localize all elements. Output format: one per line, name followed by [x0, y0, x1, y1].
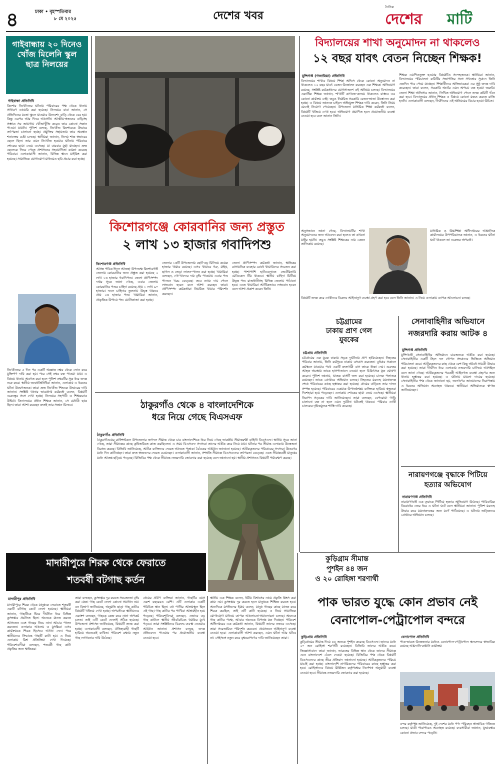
kurigram-top-rule — [300, 552, 495, 553]
chattogram-headline-line3: যুবকের — [339, 336, 359, 344]
benapole-body-2: বন্দর কর্তৃপক্ষ জানিয়েছে, দুই দেশের মধ্যে পণ্য পরিবহন স্বাভাবিক গতিতে চলছে। যাত্রী পারাপারও অব্যাহত রয়েছে। ব্যবসায়ীরা জানান, যুদ্ধাবস্থার কোনো প্রভাব বন্দরে পড়েনি। — [400, 722, 495, 735]
cattle-headline-line1: কিশোরগঞ্জে কোরবানির জন্য প্রস্তুত — [109, 219, 285, 234]
cattle-body-col1: আসন্ন পবিত্র ঈদুল আজহা উপলক্ষে কিশোরগঞ্জ জেলায় কোরবানির জন্য প্রস্তুত করা হয়েছে ২ লাখ ১৩ হাজার গবাদিপশু। জেলা প্রাণিসম্পদ দপ্তর সূত্রে জানা গেছে, এবার জেলায় কোরবানির পশুর চাহিদা রয়েছে প্রায় ১ লাখ ৯০ হাজার। ফলে চাহিদার তুলনায় উদ্বৃত্ত থাকবে প্রায় ২৩ হাজার পশু। খামারিরা জানান, প্রাকৃতিক উপায়ে পশু মোটাতাজা করা হচ্ছে। — [96, 267, 158, 302]
left-body-2: নিখোঁজের ৫ দিন পর একটি অজ্ঞাত নম্বর থেকে ফোন করে মুক্তিপণ দাবি করা হয়। পরে সেই নম্বর বন্ধ পাওয়া যায়। এ বিষয়ে থানায় অবগত করা হলে পুলিশ নম্বরটির সূত্র ধরে তদন্ত শুরু করে। স্থানীয় জনপ্রতিনিধিরা জানান, এলাকায় এ ধরনের ঘটনা উদ্বেগজনক। তারা দ্রুত নিখোঁজ শিশুকে উদ্ধারের দাবি জানান। সংশ্লিষ্ট থানার ভারপ্রাপ্ত কর্মকর্তা বলেন, বিষয়টি গুরুত্বের সঙ্গে দেখা হচ্ছে। নিলয়ের সহপাঠী ও শিক্ষকরাও উদ্বিগ্ন। বিদ্যালয়ের প্রধান শিক্ষক জানান, সে মেধাবী ছাত্র ছিল। তারা আশা করছেন দ্রুতই তার সন্ধান মিলবে। — [7, 368, 87, 408]
thakurgaon-headline-box — [96, 400, 298, 430]
army-headline-box — [401, 316, 495, 346]
section-title: দেশের খবর — [213, 9, 264, 22]
narayanganj-body: নারায়ণগঞ্জে এক বৃদ্ধাকে পিটিয়ে হত্যার অভিযোগ উঠেছে। পারিবারিক বিরোধের জের ধরে এ ঘটনা ঘটে বলে স্থানীয়রা জানান। পুলিশ মরদেহ উদ্ধার করে ময়নাতদন্তের জন্য মর্গে পাঠিয়েছে। এ ঘটনায় জড়িতদের গ্রেপ্তারে অভিযান চলছে। — [401, 500, 495, 518]
cattle-byline: কিশোরগঞ্জ প্রতিনিধি — [96, 262, 126, 266]
kurigram-headline-line2: পুশইন ৪৪ জন — [326, 565, 368, 573]
madaripur-body-col3: গ্রামের প্রবীণ ব্যক্তিরা জানান, গাছটির বয়স একশ বছরেরও বেশি। এটি এলাকার একটি পরিচিত স্থান ছিল। বহু পাখির আশ্রয়স্থল ছিল এই গাছ। গাছ কাটার পর পাখিরা আশ্রয়হীন হয়ে পড়েছে। পরিবেশবিদরা বলছেন, এভাবে বড় গাছ কাটলে স্থানীয় জীববৈচিত্র্য হুমকির মুখে পড়বে। তারা সংশ্লিষ্টদের বিরুদ্ধে ব্যবস্থা নেওয়ার আহ্বান জানান। প্রশাসন বলছে, তদন্ত প্রতিবেদন পাওয়ার পর প্রয়োজনীয় ব্যবস্থা নেওয়া হবে। — [143, 596, 205, 640]
madaripur-body-col4: স্থানীয় এক শিক্ষক বলেন, ধর্মীয় বিশ্বাসের নামে প্রকৃতি ধ্বংস করা কাম্য নয়। কুসংস্কার দূর করতে হলে মানুষকে শিক্ষিত করতে হবে। অন্যদিকে মসজিদের ইমাম বলেন, মানুষ গাছের কাছে মানত করে শিরক করছিল, তাই এটি কাটা হয়েছে। এ নিয়ে সামাজিক যোগাযোগ মাধ্যমে ব্যাপক আলোচনা-সমালোচনা চলছে। অনেকে গাছ কাটার পক্ষে, আবার অনেকে বিপক্ষে মত দিচ্ছেন। পরিবেশ অধিদপ্তরের এক কর্মকর্তা জানান, বিষয়টি তাদের নজরে এসেছে। তারা সরেজমিনে পরিদর্শন করবেন। প্রয়োজনে আইনানুগ ব্যবস্থা নেওয়া হবে। এলাকাবাসী আশা করছেন, এমন ঘটনা আর ঘটবে না। সেইসঙ্গে নতুন করে বৃক্ষরোপণের দাবি জানিয়েছেন তারা। — [210, 596, 296, 640]
benapole-body: পাক-ভারত উত্তেজনার মধ্যেও বেনাপোল-পেট্রাপোল স্থলবন্দরে স্বাভাবিক রয়েছে আমদানি-রপ্তানি কার্যক্রম। — [400, 640, 495, 649]
madaripur-byline: মাদারীপুর প্রতিনিধি — [8, 597, 36, 601]
kurigram-headline-line1: কুড়িগ্রাম সীমান্ত — [325, 555, 369, 563]
cattle-farm-photo — [95, 36, 295, 214]
army-body: মুন্সিগঞ্জে সেনাবাহিনীর অভিযানে চারজনকে আটক করা হয়েছে। সেনাবাহিনীর একটি টহল দল গোপন সংবাদের ভিত্তিতে অভিযান পরিচালনা করে। আটককৃতদের কাছ থেকে বেশ কিছু অবৈধ সামগ্রী উদ্ধার করা হয়েছে। তারা দীর্ঘদিন ধরে এলাকায় নজরদারি চালিয়ে আসছিল বলে জানা গেছে। আটককৃতদের পরবর্তী আইনগত ব্যবস্থা গ্রহণের জন্য থানায় হস্তান্তর করা হয়েছে। এ ঘটনায় মামলা দায়ের হয়েছে। সেনাবাহিনীর পক্ষ থেকে জানানো হয়, জনগণের জানমালের নিরাপত্তায় এ ধরনের অভিযান অব্যাহত থাকবে। স্থানীয়রা অভিযানকে স্বাগত জানিয়েছেন। — [401, 353, 495, 393]
army-bottom-rule — [401, 466, 495, 467]
thakurgaon-headline-line1: ঠাকুরগাঁও থেকে ৪ বাংলাদেশিকে — [140, 401, 254, 411]
army-headline-line1: সেনাবাহিনীর অভিযানে — [411, 317, 485, 326]
thakurgaon-headline-line2: ধরে নিয়ে গেছে বিএসএফ — [151, 413, 243, 423]
brand-logo — [383, 2, 495, 30]
date-line-1: ঢাকা • বৃহস্পতিবার — [35, 10, 72, 15]
cattle-body-col3: জেলা প্রাণিসম্পদ কর্মকর্তা জানান, ক্ষতিকর রাসায়নিক ব্যবহার রোধে খামারিদের সচেতন করা হচ্ছে। পাশাপাশি হাটগুলোতে ভেটেরিনারি মেডিকেল টিম থাকবে। স্থানীয় চাহিদা মিটিয়ে উদ্বৃত্ত পশু রাজধানীসহ বিভিন্ন জেলায় পাঠানো হবে। এতে খামারিরা আর্থিকভাবে লাভবান হবেন বলে আশা প্রকাশ করেন তিনি। — [232, 261, 296, 292]
date-line-2: ৮ মে ২০২৫ — [54, 17, 77, 22]
brand-name-b: মাটি — [447, 10, 473, 28]
teacher-body-col2: শিক্ষক এমপিওভুক্ত হওয়ার বিষয়টিও সন্দেহজনক। স্থানীয়রা জানান, বিদ্যালয়ের পরিচালনা কমিটির সভাপতির সঙ্গে সখ্যতার সুবাদে তিনি এতদিন পার পেয়ে যাচ্ছেন। শিক্ষার্থীদের অভিভাবকরা এর সুষ্ঠু তদন্ত দাবি করেছেন। তারা বলেন, সরকারি অর্থের এমন অপচয় বন্ধ হওয়া জরুরি। জেলা শিক্ষা অফিসার জানান, লিখিত অভিযোগ পেলে তদন্ত কমিটি গঠন করা হবে। বিদ্যালয়ের প্রধান শিক্ষক এ বিষয়ে কোনো মন্তব্য করতে রাজি হননি। এলাকাবাসী বলছেন, দীর্ঘদিনের এই অনিয়মের বিচার হওয়া উচিত। — [399, 73, 495, 104]
chattogram-body: চট্টগ্রামের এক যুবক ঢাকায় সড়ক দুর্ঘটনায় প্রাণ হারিয়েছেন। নিহতের পরিবার জানায়, তিনি কর্মসূত্রে ঢাকায় বসবাস করতেন। বুধবার সকালে কর্মস্থলে যাওয়ার পথে একটি দ্রুতগামী বাস তাকে ধাক্কা দেয়। গুরুতর আহত অবস্থায় তাকে হাসপাতালে নেওয়া হলে চিকিৎসক মৃত ঘোষণা করেন। পুলিশ জানায়, ঘাতক বাসটি জব্দ করা হয়েছে। চালক পলাতক রয়েছেন। তাকে গ্রেপ্তারে অভিযান চলছে। নিহতের মরদেহ ময়নাতদন্ত শেষে পরিবারের কাছে হস্তান্তর করা হয়েছে। গ্রামের বাড়িতে তার দাফন সম্পন্ন হয়েছে। পরিবারের একমাত্র উপার্জনক্ষম ব্যক্তিকে হারিয়ে স্বজনরা দিশেহারা হয়ে পড়েছেন। এলাকায় শোকের ছায়া নেমে এসেছে। স্থানীয়রা নিরাপদ সড়কের দাবি জানিয়েছেন। তারা বলছেন, বেপরোয়া গাড়ি চালানো বন্ধ না হলে এমন দুর্ঘটনা ঘটতেই থাকবে। পরিবার দোষী চালকের দৃষ্টান্তমূলক শাস্তি দাবি করেছে। — [302, 356, 396, 409]
teacher-headline-line2: ১২ বছর যাবৎ বেতন নিচ্ছেন শিক্ষক! — [313, 51, 482, 65]
kurigram-rule — [297, 553, 298, 764]
benapole-headline-box — [300, 594, 495, 632]
army-byline: মুন্সিগঞ্জ প্রতিনিধি — [402, 348, 428, 352]
kurigram-headline-box — [298, 554, 396, 592]
chattogram-headline-line1: চট্টগ্রামের — [335, 318, 363, 326]
thakurgaon-body: ঠাকুরগাঁওয়ের রানীশংকৈল উপজেলার জগদল সীমান্ত থেকে চার বাংলাদেশিকে ধরে নিয়ে গেছে ভারতীয় সীমান্তরক্ষী বাহিনী বিএসএফ। স্থানীয় সূত্রে জানা গেছে, তারা সীমান্তের কাছে কৃষিজমিতে কাজ করছিলেন। এ সময় বিএসএফ সদস্যরা তাদের আটক করে নিয়ে যায়। ঘটনার পর সীমান্ত এলাকায় উত্তেজনা বিরাজ করছে। বিজিবি জানিয়েছে, আটক ব্যক্তিদের ফেরত আনতে পতাকা বৈঠকের আহ্বান জানানো হয়েছে। আটককৃতদের পরিবারের সদস্যরা উদ্বেগের মধ্যে দিন কাটাচ্ছেন। তারা দ্রুত স্বজনদের ফেরত চেয়েছেন। এলাকাবাসী জানান, সম্প্রতি সীমান্তে বিএসএফের তৎপরতা বেড়েছে। এতে সীমান্তবর্তী মানুষের মধ্যে আতঙ্ক ছড়িয়ে পড়েছে। বিজিবির পক্ষ থেকে সীমান্তে নজরদারি জোরদার করা হয়েছে বলে জানানো হয়। স্থানীয় প্রশাসনও বিষয়টি পর্যবেক্ষণ করছে। — [97, 438, 297, 460]
left-byline: গাইবান্ধা প্রতিনিধি — [8, 99, 35, 103]
kurigram-body: কুড়িগ্রামের সীমান্ত দিয়ে ৪৪ জনকে পুশইন করেছে বিএসএফ। তাদের মধ্যে ২০ জন রোহিঙ্গা শরণার্থী রয়েছেন। বিজিবি তাদের আটক করে। জিজ্ঞাসাবাদে তারা জানান, ভারতের বিভিন্ন স্থান থেকে তাদের সীমান্তে এনে বাংলাদেশে ঠেলে দেওয়া হয়েছে। বিজিবির পক্ষ থেকে বিষয়টি বিএসএফের কাছে তীব্র প্রতিবাদ জানানো হয়েছে। আটককৃতদের পরিচয় যাচাই করা হচ্ছে। বাংলাদেশি নাগরিকদের পরিবারের কাছে হস্তান্তর করা হবে। রোহিঙ্গাদের বিষয়ে ঊর্ধ্বতন কর্তৃপক্ষের নির্দেশনা অনুযায়ী ব্যবস্থা নেওয়া হবে। সীমান্তে নজরদারি জোরদার করা হয়েছে। — [300, 640, 396, 675]
madaripur-rule — [207, 596, 208, 764]
left-body-1: কিশোর নিখোঁজের ঘটনায় পরিবারের পক্ষ থেকে থানায় সাধারণ ডায়েরি করা হয়েছে। নিলয়ের বাবা জানান, সে প্রতিদিনের মতো স্কুলে যাওয়ার উদ্দেশ্যে বাড়ি থেকে বের হয়। কিন্তু এরপর আর ফিরে আসেনি। আত্মীয়-স্বজনের বাড়িসহ সম্ভাব্য সব জায়গায় খোঁজাখুঁজি করেও তার কোনো সন্ধান পাওয়া যায়নি। পুলিশ বলছে, নিখোঁজ কিশোরকে উদ্ধারে তৎপরতা চালানো হচ্ছে। প্রযুক্তির সহায়তায় তার অবস্থান শনাক্তের চেষ্টা চলছে। স্থানীয়রা জানান, নিলয় শান্ত স্বভাবের ছেলে ছিল। তার এমন নিখোঁজ হওয়ার ঘটনায় পরিবারে শোকের ছায়া নেমে এসেছে। মা বারবার মূর্ছা যাচ্ছেন। দ্রুত ছেলেকে ফিরে পেতে প্রশাসনের সহযোগিতা কামনা করেছে পরিবার। এলাকাবাসী জানান, বিভিন্ন স্থানে মাইকিং করা হয়েছে। সামাজিক যোগাযোগ মাধ্যমেও ছবি প্রচার করা হচ্ছে। — [7, 104, 87, 161]
madaripur-headline-line1: মাদারীপুরে শিরক থেকে ফেরাতে — [46, 558, 166, 569]
benapole-byline: বেনাপোল প্রতিনিধি — [401, 635, 430, 639]
teacher-body-col5: বিষয়টি তদন্ত করে দোষীদের বিরুদ্ধে আইনানুগ ব্যবস্থা গ্রহণ করা হবে বলে তিনি জানান। এ নিয়ে এলাকায় ব্যাপক আলোচনা চলছে। — [301, 296, 471, 300]
chattogram-headline-line2: ঢাকায় প্রাণ গেল — [325, 327, 373, 335]
benapole-headline-line1: পাক ভারত যুদ্ধে কোন প্রভাব নেই — [317, 595, 478, 609]
thakurgaon-byline: ঠাকুরগাঁও প্রতিনিধি — [97, 433, 125, 437]
teacher-headline-box — [300, 36, 495, 70]
masthead — [0, 0, 500, 33]
chattogram-rule — [398, 316, 399, 552]
trucks-photo — [400, 672, 495, 720]
chattogram-byline: চট্টগ্রাম প্রতিনিধি — [303, 351, 327, 355]
madaripur-body-col2: তারা বলছেন, কুসংস্কার দূর করতে সচেতনতা বৃদ্ধি করা যেত। গাছ কেটে ফেলা কোনো সমাধান নয়। বন বিভাগ জানিয়েছে, অনুমতি ছাড়া গাছ কাটার বিষয়টি খতিয়ে দেখা হচ্ছে। অপরদিকে স্থানীয়দের একাংশ বলছেন, গাছকে কেন্দ্র করে নানা অপকর্ম চলত। তাই এটি কেটে ফেলাই সঠিক হয়েছে। উপজেলা প্রশাসন জানিয়েছে, বিষয়টি তদন্ত করা হচ্ছে। এলাকাবাসী বলছেন, ঐতিহ্যবাহী গাছটি হারিয়ে অনেকেই ব্যথিত। পরিবেশ রক্ষায় নতুন গাছ লাগানোর দাবি উঠেছে। — [75, 596, 139, 640]
left-headline-box — [6, 36, 88, 94]
teacher-body-col1: বিদ্যালয়ের শাখার বিষয়ে শিক্ষা অফিস থেকে কোনো অনুমোদন না থাকলেও ১২ বছর যাবৎ বেতন উত্তোলন করছেন এক শিক্ষক। অভিযোগ রয়েছে, সংশ্লিষ্ট কর্মকর্তাদের যোগসাজশে এই অনিয়ম চলছে। বিদ্যালয়ের একাধিক শিক্ষক জানান, শাখাটি কাগজে-কলমে থাকলেও বাস্তবে এর কোনো কার্যক্রম নেই। তবুও নিয়মিত সরকারি বেতন-ভাতা উত্তোলন করা হচ্ছে। এ বিষয়ে জানতে চাইলে অভিযুক্ত শিক্ষক দাবি করেন, তিনি নিয়ম মেনেই নিয়োগ পেয়েছেন। উপজেলা মাধ্যমিক শিক্ষা কর্মকর্তা বলেন, বিষয়টি খতিয়ে দেখা হবে। অভিযোগ প্রমাণিত হলে প্রয়োজনীয় ব্যবস্থা নেওয়া হবে বলে জানান তিনি। — [301, 79, 395, 119]
kurigram-byline: কুড়িগ্রাম প্রতিনিধি — [301, 635, 327, 639]
madaripur-body-col1: মাদারীপুরে শিরক থেকে মানুষকে ফেরাতে শতবর্ষী একটি বটগাছ কেটে ফেলা হয়েছে। স্থানীয়রা জানান, গাছটিকে ঘিরে দীর্ঘদিন ধরে বিভিন্ন কুসংস্কার প্রচলিত ছিল। অনেকে মানত করতে আসতেন এবং গাছের নিচে নানা আচার পালন করতেন। এলাকার আলেম ও মুসল্লিরা এসব কার্যক্রমকে শিরক হিসেবে আখ্যা দেন। পরে স্থানীয়দের সিদ্ধান্তে গাছটি কাটা হয়। এ নিয়ে এলাকায় মিশ্র প্রতিক্রিয়া দেখা দিয়েছে। পরিবেশবাদীরা বলছেন, শতবর্ষী গাছ কাটা প্রকৃতির জন্য ক্ষতিকর। — [7, 603, 71, 652]
kurigram-headline-line3: ও ২০ রোহিঙ্গা শরণার্থী — [315, 575, 379, 583]
chattogram-headline-box — [302, 318, 396, 348]
cattle-body-col2: জেলার ১৩টি উপজেলায় ছোট-বড় মিলিয়ে কয়েক হাজার খামার রয়েছে। এসব খামারে গরু, মহিষ, ছাগল ও ভেড়া লালন-পালন করা হচ্ছে। খামারিরা বলছেন, গো-খাদ্যের দাম বৃদ্ধি পাওয়ায় এবার পশু পালনে খরচ বেড়েছে। তবে ন্যায্য দাম পেলে লাভবান হবেন বলে আশা করছেন তারা। প্রাণিসম্পদ কর্মকর্তারা নিয়মিত খামার পরিদর্শন করছেন। — [162, 261, 228, 296]
narayanganj-headline-box — [401, 470, 495, 492]
boy-photo — [18, 294, 76, 364]
teacher-photo — [369, 228, 427, 294]
army-headline-line2: নজরদারি করায় আটক ৪ — [408, 329, 488, 338]
left-headline: গাইবান্ধায় ২০ দিনেও খোঁজ মিলেনি স্কুল ছাত্র নিলয়ের — [12, 39, 82, 69]
cattle-headline-box — [95, 217, 299, 257]
cattle-bottom-rule — [95, 392, 299, 393]
teacher-headline-line1: বিদ্যালয়ের শাখা অনুমোদন না থাকলেও — [315, 37, 480, 49]
narayanganj-byline: নারায়ণগঞ্জ প্রতিনিধি — [402, 495, 432, 499]
narayanganj-headline: নারায়ণগঞ্জে বৃদ্ধাকে পিটিয়ে হত্যার অভিযোগ — [408, 470, 488, 489]
brand-name-a: দেশের — [385, 10, 423, 28]
left-col-rule — [91, 36, 92, 552]
madaripur-headline-line2: শতবর্ষী বটগাছ কর্তন — [67, 575, 145, 586]
teacher-body-col4: মাধ্যমিক ও উচ্চশিক্ষা অধিদপ্তরের আঞ্চলিক কার্যালয়ের উপপরিচালক জানান, এ ধরনের ঘটনা ঘটে থাকলে তা গুরুতর অপরাধ। — [430, 229, 495, 242]
center-right-rule — [299, 36, 300, 552]
masthead-rule — [6, 31, 495, 32]
teacher-body-col3: অনুসন্ধানে জানা গেছে, বিদ্যালয়টির শাখা অনুমোদনের জন্য আবেদন করা হলেও তা কখনো মঞ্জুর হয়নি। তবুও সংশ্লিষ্ট শিক্ষকের নাম বেতন তালিকায় রয়েছে। — [301, 229, 365, 247]
madaripur-headline-band — [6, 553, 206, 591]
benapole-headline-line2: বেনাপোল-পেট্রাপোল বন্দরে — [330, 613, 465, 627]
page-number: ৪ — [6, 9, 19, 31]
teacher-byline: মুন্সিগঞ্জ (গজারিয়া) প্রতিনিধি — [302, 74, 345, 78]
cattle-headline-line2: ২ লাখ ১৩ হাজার গবাদিপশু — [122, 238, 272, 253]
brand-small: দৈনিক — [385, 5, 395, 9]
banyan-tree-photo — [208, 474, 294, 592]
